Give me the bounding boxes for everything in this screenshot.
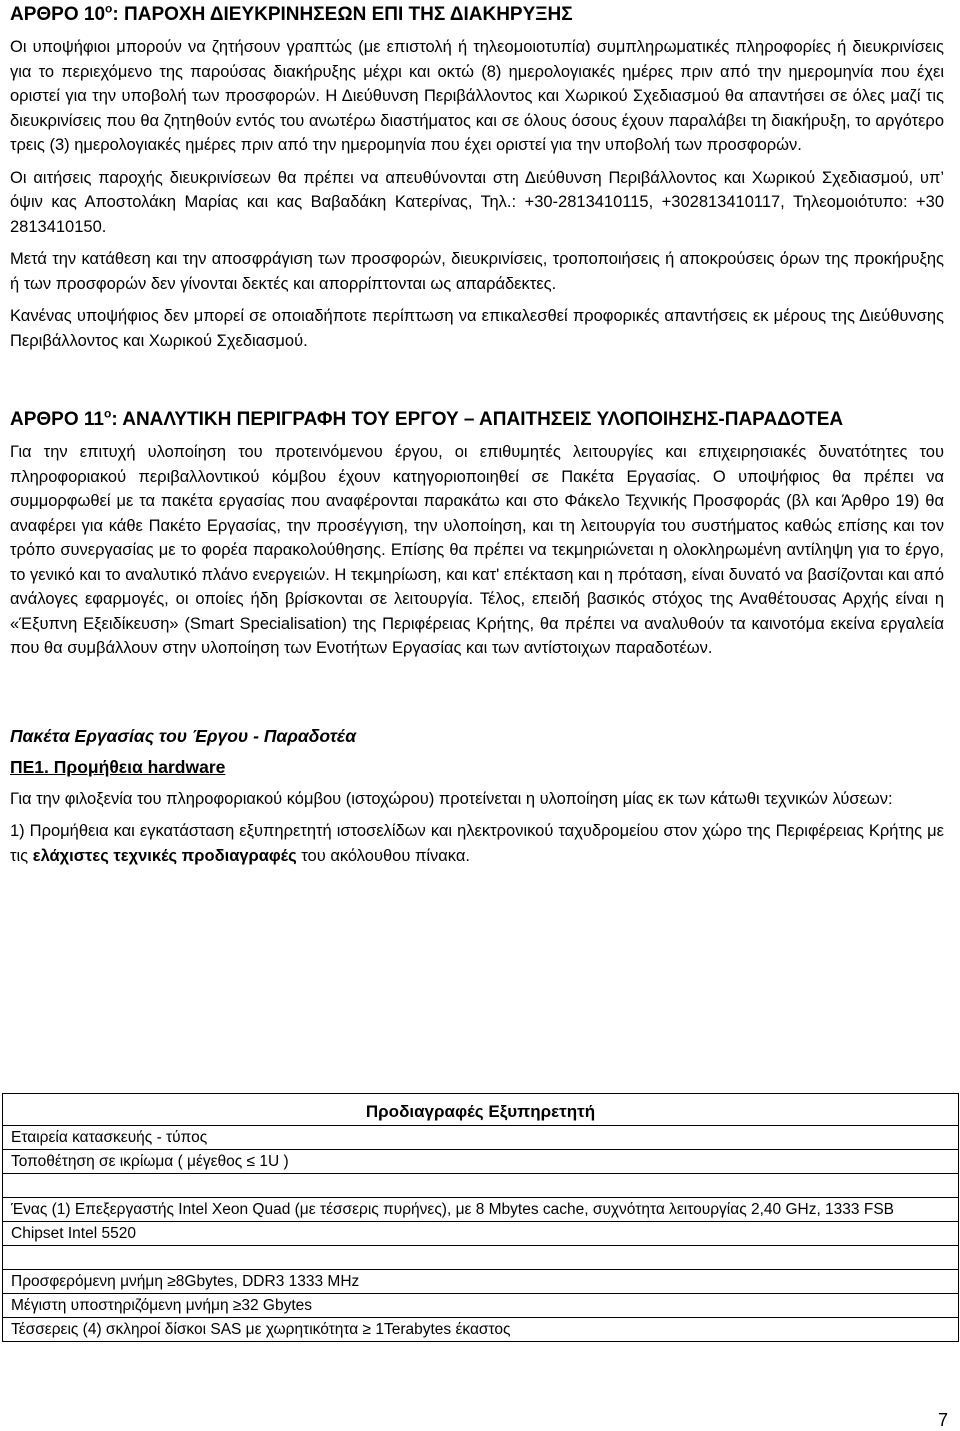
page-number: 7 bbox=[937, 1410, 948, 1430]
pe1-item-1-text-after: του ακόλουθου πίνακα. bbox=[296, 846, 470, 865]
table-cell-empty bbox=[3, 1246, 959, 1270]
article-11-paragraph: Για την επιτυχή υλοποίηση του προτεινόμενου έργου, οι επιθυμητές λειτουργίες και επιχειρησιακές δυνατότητες του πληροφοριακού περιβαλλοντικού κόμβου έχουν κατηγοριοποιηθεί σε Πακέτα Εργασίας. Ο υποψήφιος θα πρέπει να συμμορφωθεί με τα πακέτα εργασίας που αναφέρονται παρακάτω και στο Φάκελο Τεχνικής Προσφοράς (βλ και Άρθρο 19) θα αναφέρει για κάθε Πακέτο Εργασίας, την προσέγγιση, την υλοποίηση, και τη λειτουργία του συστήματος καθώς επίσης και τον τρόπο συνεργασίας με το φορέα παρακολούθησης. Επίσης θα πρέπει να τεκμηριώνεται η ολοκληρωμένη αντίληψη για το έργο, το γενικό και το αναλυτικό πλάνο ενεργειών. Η τεκμηρίωση, και κατ' επέκταση και η πρόταση, είναι δυνατό να βασίζονται και από ανάλογες εφαρμογές, οι οποίες ήδη βρίσκονται σε λειτουργία. Τέλος, επειδή βασικός στόχος της Αναθέτουσας Αρχής είναι η «Έξυπνη Εξειδίκευση» (Smart Specialisation) της Περιφέρειας Κρήτης, θα πρέπει να αναλυθούν τα καινοτόμα εκείνα εργαλεία που θα συμβάλλουν στην υλοποίηση των Ενοτήτων Εργασίας και των αντίστοιχων παραδοτέων. bbox=[10, 443, 944, 657]
pe1-heading-text: ΠΕ1. Προμήθεια hardware bbox=[10, 756, 226, 777]
article-10-heading-ordinal: ο bbox=[105, 1, 113, 16]
table-cell-empty bbox=[3, 1174, 959, 1198]
table-row-empty bbox=[3, 1246, 959, 1270]
pe1-heading bbox=[10, 755, 944, 779]
pe1-item-1 bbox=[10, 819, 944, 868]
article-11-heading-number: ΑΡΘΡΟ 11 bbox=[10, 409, 104, 430]
article-11-heading bbox=[10, 407, 944, 432]
pe1-intro-paragraph: Για την φιλοξενία του πληροφοριακού κόμβου (ιστοχώρου) προτείνεται η υλοποίηση μίας εκ των κάτωθι τεχνικών λύσεων: bbox=[10, 789, 893, 808]
table-cell: Ένας (1) Επεξεργαστής Intel Xeon Quad (με τέσσερις πυρήνες), με 8 Mbytes cache, συχνότητα λειτουργίας 2,40 GHz, 1333 FSB bbox=[3, 1198, 959, 1222]
article-10-heading bbox=[10, 2, 944, 27]
table-row bbox=[3, 1270, 959, 1294]
table-row bbox=[3, 1294, 959, 1318]
table-row bbox=[3, 1150, 959, 1174]
pe1-item-1-bold-text: ελάχιστες τεχνικές προδιαγραφές bbox=[32, 846, 297, 865]
work-packages-heading: Πακέτα Εργασίας του Έργου - Παραδοτέα bbox=[10, 725, 357, 746]
table-row-empty bbox=[3, 1174, 959, 1198]
article-10-paragraph-1: Οι υποψήφιοι μπορούν να ζητήσουν γραπτώς (με επιστολή ή τηλεομοιοτυπία) συμπληρωματικές πληροφορίες ή διευκρινίσεις για το περιεχόμενο της παρούσας διακήρυξης μέχρι και οκτώ (8) ημερολογιακές ημέρες πριν από την ημερομηνία που έχει οριστεί για την υποβολή των προσφορών. Η Διεύθυνση Περιβάλλοντος και Χωρικού Σχεδιασμού θα απαντήσει σε όλες μαζί τις διευκρινίσεις που θα ζητηθούν εντός του ανωτέρω διαστήματος και σε όλους όσους έχουν παραλάβει τη διακήρυξη, το αργότερο τρεις (3) ημερολογιακές ημέρες πριν από την ημερομηνία που έχει οριστεί για την υποβολή των προσφορών. bbox=[10, 38, 944, 154]
table-cell: Chipset Intel 5520 bbox=[3, 1222, 959, 1246]
article-10-heading-number: ΑΡΘΡΟ 10 bbox=[10, 4, 106, 25]
table-cell: Εταιρεία κατασκευής - τύπος bbox=[3, 1126, 959, 1150]
document-page bbox=[10, 0, 944, 876]
table-row bbox=[3, 1198, 959, 1222]
article-10-heading-title: : ΠΑΡΟΧΗ ΔΙΕΥΚΡΙΝΗΣΕΩΝ ΕΠΙ ΤΗΣ ΔΙΑΚΗΡΥΞΗΣ bbox=[112, 4, 573, 25]
article-11-heading-ordinal: ο bbox=[104, 406, 112, 421]
table-cell: Προσφερόμενη μνήμη ≥8Gbytes, DDR3 1333 MHz bbox=[3, 1270, 959, 1294]
article-10-paragraph-4: Κανένας υποψήφιος δεν μπορεί σε οποιαδήποτε περίπτωση να επικαλεσθεί προφορικές απαντήσεις εκ μέρους της Διεύθυνσης Περιβάλλοντος και Χωρικού Σχεδιασμού. bbox=[10, 307, 944, 350]
pe1-item-1-text-before: 1) Προμήθεια και εγκατάσταση εξυπηρετητή ιστοσελίδων και ηλεκτρονικού ταχυδρομείου στον χώρο της Περιφέρειας Κρήτης με τις bbox=[10, 822, 944, 865]
table-row bbox=[3, 1126, 959, 1150]
table-row bbox=[3, 1318, 959, 1342]
table-cell: Μέγιστη υποστηριζόμενη μνήμη ≥32 Gbytes bbox=[3, 1294, 959, 1318]
table-title-row bbox=[3, 1094, 959, 1126]
table-cell: Τέσσερεις (4) σκληροί δίσκοι SAS με χωρητικότητα ≥ 1Terabytes έκαστος bbox=[3, 1318, 959, 1342]
article-10-paragraph-2: Οι αιτήσεις παροχής διευκρινίσεων θα πρέπει να απευθύνονται στη Διεύθυνση Περιβάλλοντος και Χωρικού Σχεδιασμού, υπ’ όψιν κας Αποστολάκη Μαρίας και κας Βαβαδάκη Κατερίνας, Τηλ.: +30-2813410115, +302813410117, Τηλεομοιότυπο: +30 2813410150. bbox=[10, 168, 944, 236]
table-row bbox=[3, 1222, 959, 1246]
server-spec-table bbox=[2, 1093, 959, 1342]
table-title-cell: Προδιαγραφές Εξυπηρετητή bbox=[3, 1094, 959, 1126]
article-11-heading-title: : ΑΝΑΛΥΤΙΚΗ ΠΕΡΙΓΡΑΦΗ ΤΟΥ ΕΡΓΟΥ – ΑΠΑΙΤΗΣΕΙΣ ΥΛΟΠΟΙΗΣΗΣ-ΠΑΡΑΔΟΤΕΑ bbox=[111, 409, 844, 430]
table-cell: Τοποθέτηση σε ικρίωμα ( μέγεθος ≤ 1U ) bbox=[3, 1150, 959, 1174]
article-10-paragraph-3: Μετά την κατάθεση και την αποσφράγιση των προσφορών, διευκρινίσεις, τροποποιήσεις ή αποκρούσεις όρων της προκήρυξης ή των προσφορών δεν γίνονται δεκτές και απορρίπτονται ως απαράδεκτες. bbox=[10, 250, 944, 293]
